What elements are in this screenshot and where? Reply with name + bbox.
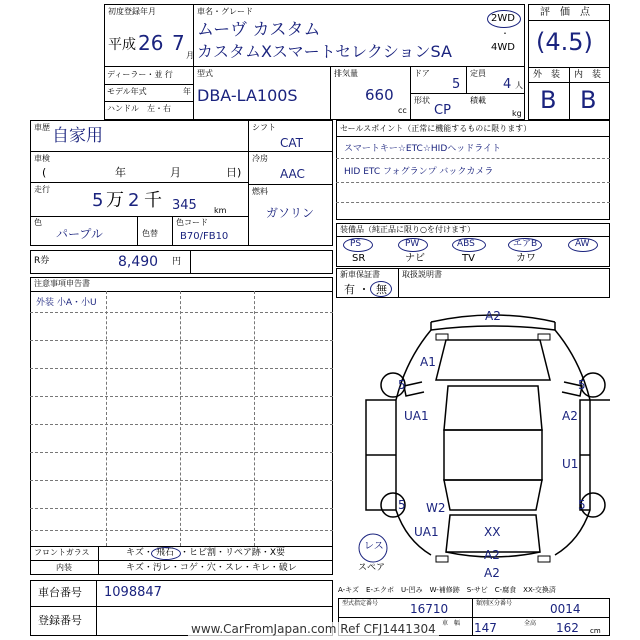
mileage-thousands: 2 [128, 190, 140, 211]
notes-line-1: 外装 小A・小U [36, 298, 97, 308]
exterior-grade: B [540, 86, 557, 114]
equip-navi: ナビ [405, 253, 425, 264]
notes-grid-col-line [254, 291, 255, 546]
capacity-label: 定員 [470, 69, 486, 78]
notes-grid-row-line [30, 340, 333, 341]
front-glass-label: フロントガラス [34, 548, 90, 557]
chassis-number: 1098847 [104, 585, 162, 600]
category-number: 0014 [550, 602, 581, 616]
damage-wheel-lf: 5 [398, 378, 406, 392]
recycle-unit: 円 [172, 257, 182, 267]
grade: カスタムXスマートセレクションSA [197, 42, 452, 61]
equip-sr: SR [352, 253, 366, 264]
usage-label: 車歴 [34, 123, 50, 132]
recycle-row [30, 250, 333, 274]
inspection-label: 車検 [34, 154, 50, 163]
inspection-open: ( [42, 166, 47, 179]
color-change-label: 色替 [142, 229, 158, 238]
warranty-value: 有 ・ [344, 283, 370, 296]
ac-label: 冷房 [252, 154, 268, 163]
door-label: ドア [414, 69, 430, 78]
mileage-unit: km [214, 206, 227, 215]
interior-label: 内 装 [574, 70, 602, 80]
selling-points-label: セールスポイント（正常に機能するものに限ります） [340, 124, 532, 133]
front-glass-rest: ・ヒビ割・リペア跡・X要 [180, 548, 285, 558]
height-label: 全高 [524, 620, 537, 627]
drive-dot: ・ [501, 29, 509, 38]
type-value: DBA-LA100S [197, 86, 298, 105]
recycle-amount: 8,490 [118, 254, 159, 270]
spare-label: スペア [358, 563, 386, 573]
notes-grid-row-line [30, 530, 333, 531]
damage-w2: W2 [426, 501, 446, 515]
drive-4wd: 4WD [491, 42, 515, 53]
notes-grid-row-line [30, 312, 333, 313]
spare-top: レス [364, 541, 384, 552]
damage-a2-right: A2 [562, 409, 578, 423]
exterior-label: 外 装 [533, 70, 561, 80]
notes-label: 注意事項申告書 [34, 279, 90, 288]
car-diagram [336, 300, 610, 580]
warranty-none: 無 [376, 283, 387, 296]
doors: 5 [452, 77, 461, 92]
capacity-unit: 人 [515, 81, 523, 90]
designation-number: 16710 [410, 602, 449, 616]
damage-xx: XX [484, 525, 501, 539]
equipment-label: 装備品（純正品に限り○を付けます） [340, 225, 475, 234]
capacity: 4 [503, 77, 512, 92]
designation-label: 型式指定番号 [342, 600, 379, 607]
damage-a2-rear-2: A2 [484, 566, 500, 580]
color-code-label: 色コード [176, 218, 208, 227]
damage-ua1-rear: UA1 [414, 525, 439, 539]
model-year-label: モデル年式 [107, 87, 147, 96]
color-label: 色 [34, 218, 42, 227]
interior-grade: B [580, 86, 597, 114]
dealer-label: ディーラー・並 行 [107, 70, 173, 79]
first-reg-label: 初度登録年月 [108, 7, 156, 16]
reg-label: 登録番号 [38, 614, 82, 627]
notes-grid-row-line [30, 508, 333, 509]
damage-wheel-rr: 5 [578, 498, 586, 512]
equip-pw: PW [405, 239, 420, 249]
score-label: 評 価 点 [540, 7, 590, 18]
fuel-label: 燃料 [252, 187, 268, 196]
height-value: 162 [556, 621, 579, 635]
car-name: ムーヴ カスタム [197, 20, 321, 40]
mileage-ten-thousands: 5 [92, 190, 104, 211]
mileage-man-unit: 万 [106, 190, 124, 211]
shape: CP [434, 103, 451, 118]
notes-grid-col-line [106, 291, 107, 546]
damage-front-top: A2 [485, 309, 501, 323]
interior-notes-options: キズ・汚レ・コゲ・穴・スレ・キレ・破レ [126, 563, 297, 573]
width-value: 147 [474, 621, 497, 635]
inspection-month: 月 [170, 166, 181, 179]
selling-point-2: HID ETC フォグランプ バックカメラ [344, 167, 494, 177]
chassis-label: 車台番号 [38, 586, 82, 599]
front-glass-options: キズ・ [126, 548, 153, 558]
inspection-day: 日) [226, 166, 242, 179]
displacement-label: 排気量 [334, 69, 358, 78]
drive-2wd: 2WD [491, 13, 515, 24]
damage-ua1-left: UA1 [404, 409, 429, 423]
color-code: B70/FB10 [180, 231, 229, 242]
load-label: 積載 [470, 96, 486, 105]
damage-u1-right: U1 [562, 457, 579, 471]
displacement-unit: cc [398, 106, 407, 115]
category-label: 類別区分番号 [476, 600, 513, 607]
score-value: (4.5) [536, 28, 593, 56]
usage-value: 自家用 [52, 126, 103, 146]
shift-label: シフト [252, 123, 276, 132]
damage-wheel-rf: 5 [578, 378, 586, 392]
equip-airbag: エアB [513, 239, 538, 249]
era-prefix: 平成 [108, 37, 136, 53]
inspection-year: 年 [115, 166, 126, 179]
notes-grid-col-line [180, 291, 181, 546]
damage-legend: A-キズ E-エクボ U-凹み W-補修跡 S-サビ C-腐食 XX-交換済 [338, 586, 556, 594]
fuel-value: ガソリン [266, 206, 315, 220]
ac-value: AAC [280, 167, 305, 181]
equip-ps: PS [350, 239, 362, 249]
mileage-rest: 345 [172, 198, 197, 213]
mileage-sen-unit: 千 [144, 190, 162, 211]
warranty-label: 新車保証書 [340, 270, 380, 279]
handle-label: ハンドル 左・右 [107, 104, 171, 113]
color-value: パープル [56, 227, 103, 241]
equip-abs: ABS [457, 239, 475, 249]
manual-label: 取扱説明書 [402, 270, 442, 279]
equip-leather: カワ [516, 253, 536, 264]
car-name-label: 車名・グレード [197, 7, 253, 16]
equip-aw: AW [575, 239, 590, 249]
notes-grid-row-line [30, 424, 333, 425]
notes-grid-row-line [30, 480, 333, 481]
width-label: 車 幅 [442, 620, 461, 627]
mileage-label: 走行 [34, 185, 50, 194]
type-label: 型式 [197, 69, 213, 78]
damage-a2-rear-1: A2 [484, 548, 500, 562]
reg-year: 26 [138, 31, 164, 55]
notes-grid-row-line [30, 368, 333, 369]
shift-value: CAT [280, 136, 303, 150]
reg-month: 7 [172, 31, 185, 55]
recycle-label: R券 [34, 256, 50, 266]
displacement: 660 [365, 86, 394, 104]
damage-wheel-lr: 5 [398, 498, 406, 512]
watermark: www.CarFromJapan.com Ref CFJ1441304 [188, 622, 439, 636]
model-year-unit: 年 [183, 87, 191, 96]
damage-a1-front: A1 [420, 355, 436, 369]
shape-label: 形状 [414, 96, 430, 105]
notes-grid-row-line [30, 396, 333, 397]
selling-point-1: スマートキー☆ETC☆HIDヘッドライト [344, 144, 501, 154]
month-unit: 月 [186, 51, 194, 60]
equip-tv: TV [462, 253, 475, 264]
interior-notes-label: 内装 [56, 563, 72, 572]
notes-grid-row-line [30, 452, 333, 453]
height-unit: cm [590, 627, 601, 635]
load-unit: kg [512, 109, 522, 118]
front-glass-circled: 飛石 [156, 548, 175, 558]
